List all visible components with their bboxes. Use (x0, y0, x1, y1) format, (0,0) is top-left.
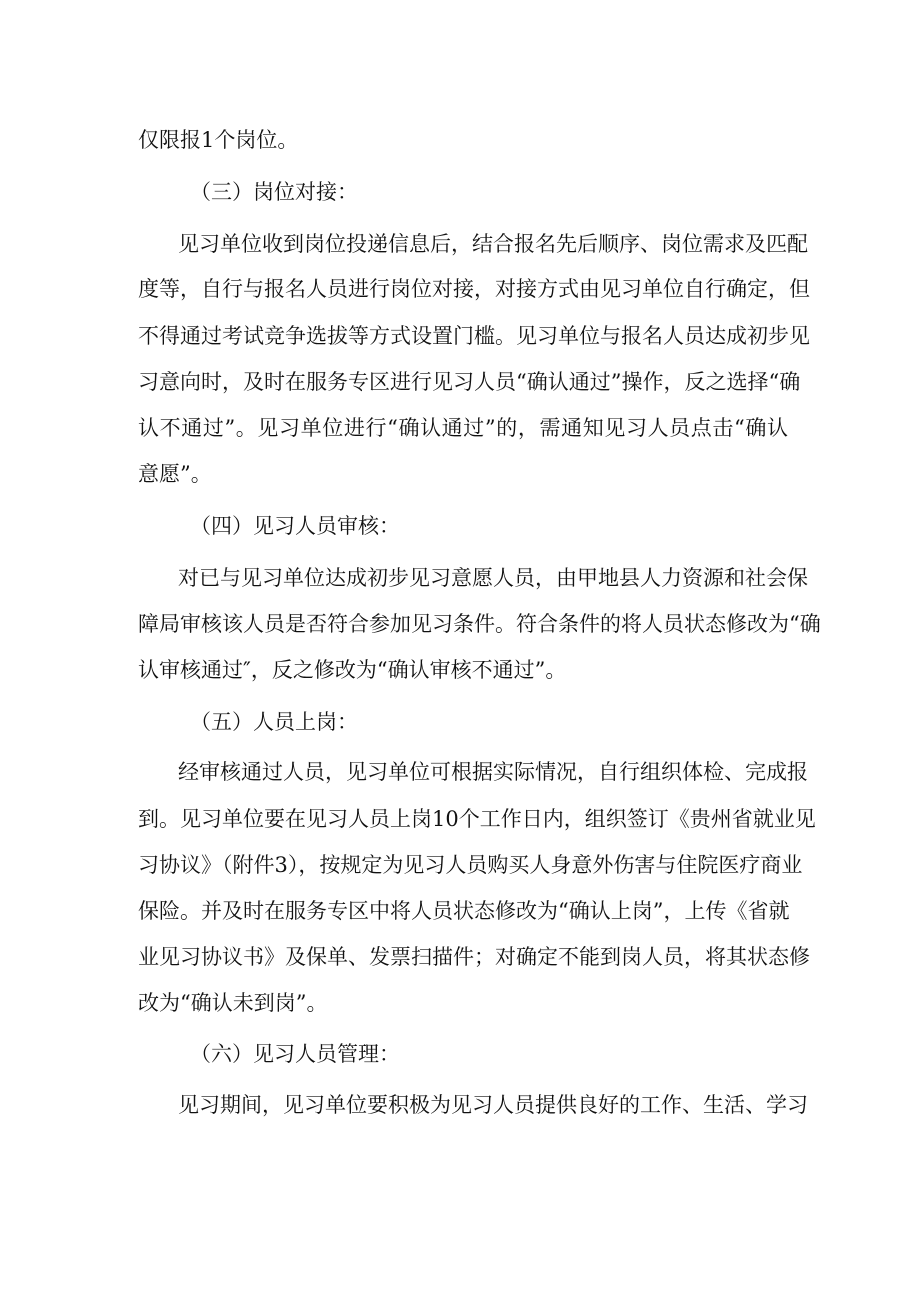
paragraph-3-line-5: 认不通过”。见习单位进行“确认通过”的，需通知见习人员点击“确认 (138, 416, 788, 440)
paragraph-5-line-6: 改为“确认未到岗”。 (138, 991, 328, 1015)
paragraph-5-line-5: 业见习协议书》及保单、发票扫描件；对确定不能到岗人员，将其状态修 (138, 945, 810, 969)
paragraph-3-line-4: 习意向时，及时在服务专区进行见习人员“确认通过”操作，反之选择“确 (138, 370, 801, 394)
paragraph-3-line-2: 度等，自行与报名人员进行岗位对接，对接方式由见习单位自行确定，但 (138, 277, 810, 301)
paragraph-5-line-3: 习协议》（附件3），按规定为见习人员购买人身意外伤害与住院医疗商业 (138, 853, 803, 877)
section-heading-4: （四）见习人员审核： (190, 514, 400, 538)
section-heading-5: （五）人员上岗： (190, 710, 358, 734)
paragraph-3-line-6: 意愿”。 (138, 462, 212, 486)
paragraph-5-line-1: 经审核通过人员，见习单位可根据实际情况，自行组织体检、完成报 (178, 760, 808, 784)
paragraph-4-line-1: 对已与见习单位达成初步见习意愿人员，由甲地县人力资源和社会保 (178, 566, 808, 590)
paragraph-4-line-3: 认审核通过″，反之修改为“确认审核不通过”。 (138, 658, 567, 682)
paragraph-continuation: 仅限报1个岗位。 (138, 128, 299, 152)
paragraph-6-line-1: 见习期间，见习单位要积极为见习人员提供良好的工作、生活、学习 (178, 1093, 808, 1117)
paragraph-4-line-2: 障局审核该人员是否符合参加见习条件。符合条件的将人员状态修改为“确 (138, 612, 821, 636)
paragraph-3-line-1: 见习单位收到岗位投递信息后，结合报名先后顺序、岗位需求及匹配 (178, 232, 808, 256)
section-heading-3: （三）岗位对接： (190, 180, 358, 204)
section-heading-6: （六）见习人员管理： (190, 1042, 400, 1066)
paragraph-3-line-3: 不得通过考试竞争选拔等方式设置门槛。见习单位与报名人员达成初步见 (138, 324, 810, 348)
paragraph-5-line-4: 保险。并及时在服务专区中将人员状态修改为“确认上岗”，上传《省就 (138, 899, 790, 923)
paragraph-5-line-2: 到。见习单位要在见习人员上岗10个工作日内，组织签订《贵州省就业见 (138, 807, 816, 831)
